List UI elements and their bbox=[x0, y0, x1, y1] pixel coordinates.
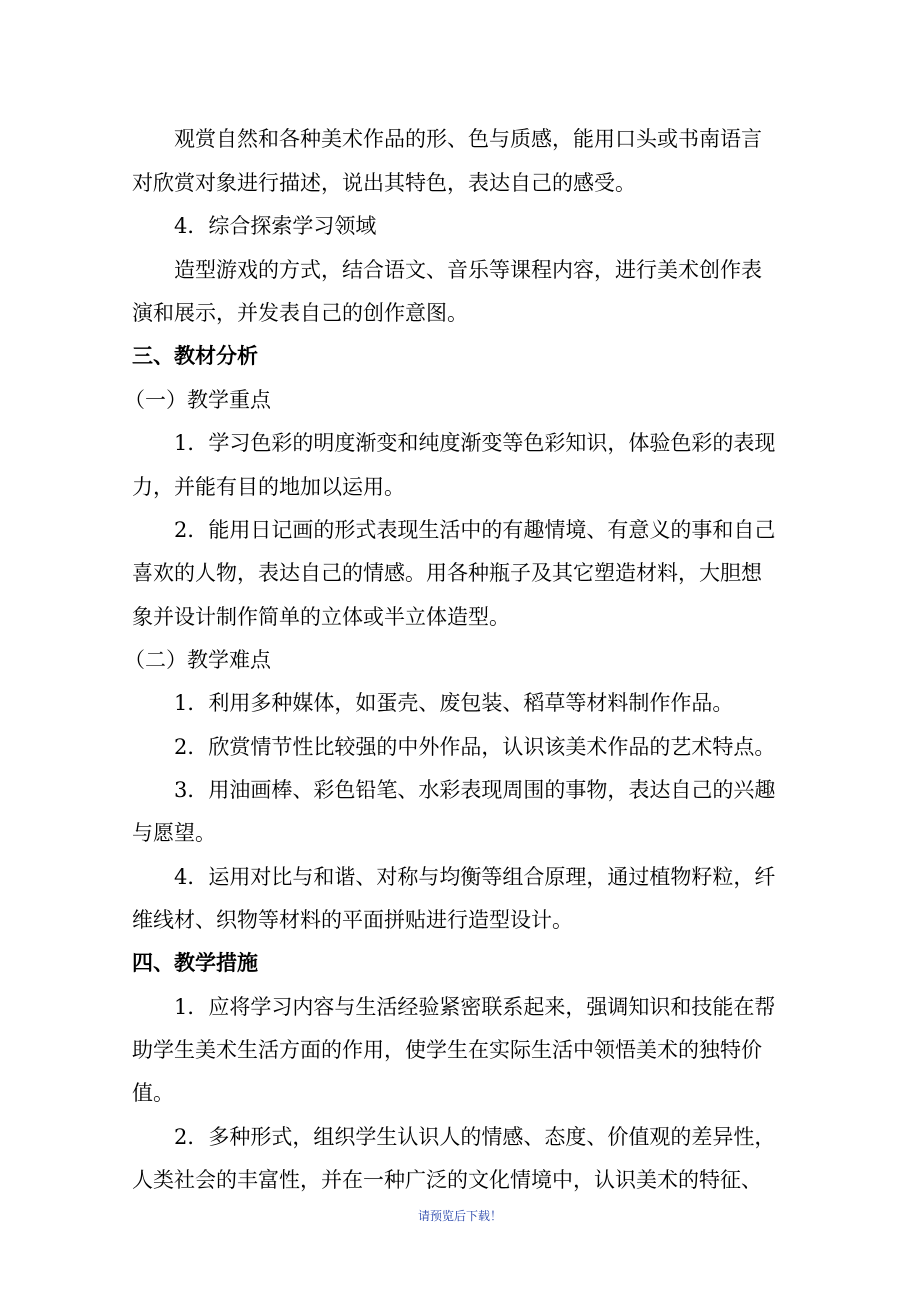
section-heading: 四、教学措施 bbox=[132, 951, 258, 975]
paragraph-line: 演和展示，并发表自己的创作意图。 bbox=[132, 301, 468, 325]
numbered-item: 1．学习色彩的明度渐变和纯度渐变等色彩知识，体验色彩的表现 bbox=[174, 431, 776, 455]
numbered-item: 3．用油画棒、彩色铅笔、水彩表现周围的事物，表达自己的兴趣 bbox=[174, 778, 776, 802]
section-heading: 三、教材分析 bbox=[132, 344, 258, 368]
paragraph-line: 观赏自然和各种美术作品的形、色与质感，能用口头或书南语言 bbox=[174, 127, 762, 151]
subsection-heading: （二）教学难点 bbox=[124, 648, 271, 672]
paragraph-line: 对欣赏对象进行描述，说出其特色，表达自己的感受。 bbox=[132, 171, 636, 195]
numbered-item: 4．运用对比与和谐、对称与均衡等组合原理，通过植物籽粒，纤 bbox=[174, 865, 776, 889]
paragraph-line: 助学生美术生活方面的作用，使学生在实际生活中领悟美术的独特价 bbox=[132, 1038, 762, 1062]
paragraph-line: 象并设计制作简单的立体或半立体造型。 bbox=[132, 605, 510, 629]
numbered-item: 4．综合探索学习领域 bbox=[174, 214, 377, 238]
paragraph-line: 值。 bbox=[132, 1081, 174, 1105]
numbered-item: 2．欣赏情节性比较强的中外作品，认识该美术作品的艺术特点。 bbox=[174, 735, 776, 759]
paragraph-line: 喜欢的人物，表达自己的情感。用各种瓶子及其它塑造材料，大胆想 bbox=[132, 561, 762, 585]
footer-download-note: 请预览后下载！ bbox=[417, 1209, 502, 1223]
paragraph-line: 人类社会的丰富性，并在一种广泛的文化情境中，认识美术的特征、 bbox=[132, 1168, 762, 1192]
paragraph-line: 与愿望。 bbox=[132, 821, 216, 845]
numbered-item: 1．利用多种媒体，如蛋壳、废包装、稻草等材料制作作品。 bbox=[174, 691, 734, 715]
paragraph-line: 维线材、织物等材料的平面拼贴进行造型设计。 bbox=[132, 908, 573, 932]
numbered-item: 2．能用日记画的形式表现生活中的有趣情境、有意义的事和自己 bbox=[174, 518, 776, 542]
numbered-item: 1．应将学习内容与生活经验紧密联系起来，强调知识和技能在帮 bbox=[174, 995, 776, 1019]
numbered-item: 2．多种形式，组织学生认识人的情感、态度、价值观的差异性， bbox=[174, 1125, 776, 1149]
paragraph-line: 力，并能有目的地加以运用。 bbox=[132, 475, 405, 499]
paragraph-line: 造型游戏的方式，结合语文、音乐等课程内容，进行美术创作表 bbox=[174, 258, 762, 282]
subsection-heading: （一）教学重点 bbox=[124, 388, 271, 412]
